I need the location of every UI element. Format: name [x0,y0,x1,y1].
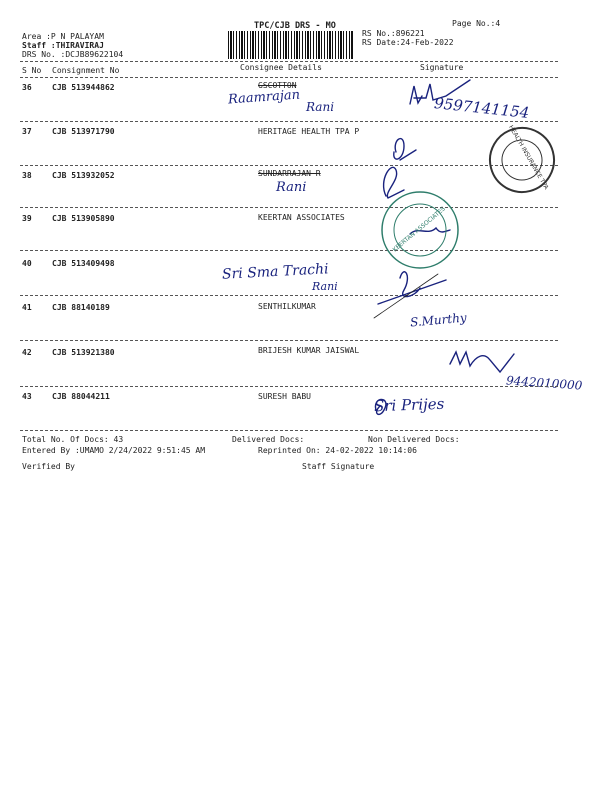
entered-by: Entered By :UMAMO 2/24/2022 9:51:45 AM [22,446,206,455]
col-consignee: Consignee Details [240,63,322,72]
signature-text: 9597141154 [433,94,531,122]
rs-date: RS Date:24-Feb-2022 [362,38,454,47]
row-consignee: SENTHILKUMAR [258,302,316,311]
health-stamp [478,116,565,203]
signature-text: 9442010000 [505,373,583,393]
health-stamp-text: HEALTH INSURANCE TPA [507,124,550,191]
row-sno: 38 [22,171,32,180]
staff-field: Staff :THIRAVIRAJ [22,41,104,50]
row-sno: 40 [22,259,32,268]
row-consignee: SURESH BABU [258,392,311,401]
rs-number: RS No.:896221 [362,29,425,38]
handwritten-note: Rani [306,100,335,114]
staff-signature: Staff Signature [302,462,375,471]
row-sno: 42 [22,348,32,357]
row-consignee: GSCOTTON [258,81,297,90]
row-consignment: CJB 513971790 [52,127,115,136]
signature-text: S.Murthy [409,310,468,330]
col-signature: Signature [420,63,464,72]
col-consignment: Consignment No [52,66,120,75]
row-consignment: CJB 88140189 [52,303,110,312]
row-consignment: CJB 88044211 [52,392,110,401]
reprinted-on: Reprinted On: 24-02-2022 10:14:06 [258,446,417,455]
row-sno: 36 [22,83,32,92]
total-docs: Total No. Of Docs: 43 [22,435,124,444]
handwritten-note: Raamrajan [227,87,301,108]
row-consignee: KEERTAN ASSOCIATES [258,213,345,222]
col-sno: S No [22,66,42,75]
verified-by: Verified By [22,462,75,471]
row-sno: 41 [22,303,32,312]
row-consignee: BRIJESH KUMAR JAISWAL [258,346,360,355]
keertan-stamp-text: KEERTAN ASSOCIATES [391,205,447,254]
row-sno: 39 [22,214,32,223]
row-sno: 37 [22,127,32,136]
handwritten-note: Rani [312,280,338,293]
row-consignment: CJB 513409498 [52,259,115,268]
row-consignment: CJB 513921380 [52,348,115,357]
area-field: Area :P N PALAYAM [22,32,104,41]
handwritten-note: Rani [276,180,307,195]
delivered-docs: Delivered Docs: [232,435,305,444]
row-consignment: CJB 513932052 [52,171,115,180]
handwritten-note: Sri Sma Trachi [221,261,329,283]
page-number: Page No.:4 [452,19,501,28]
non-delivered-docs: Non Delivered Docs: [368,435,460,444]
report-title: TPC/CJB DRS - MO [254,21,336,31]
row-consignee: HERITAGE HEALTH TPA P [258,127,360,136]
row-sno: 43 [22,392,32,401]
drs-number: DRS No. :DCJB89622104 [22,50,124,59]
row-consignment: CJB 513944862 [52,83,115,92]
signature-text: Sri Prijes [373,394,445,416]
row-consignee: SUNDARRAJAN R [258,169,321,178]
row-consignment: CJB 513905890 [52,214,115,223]
